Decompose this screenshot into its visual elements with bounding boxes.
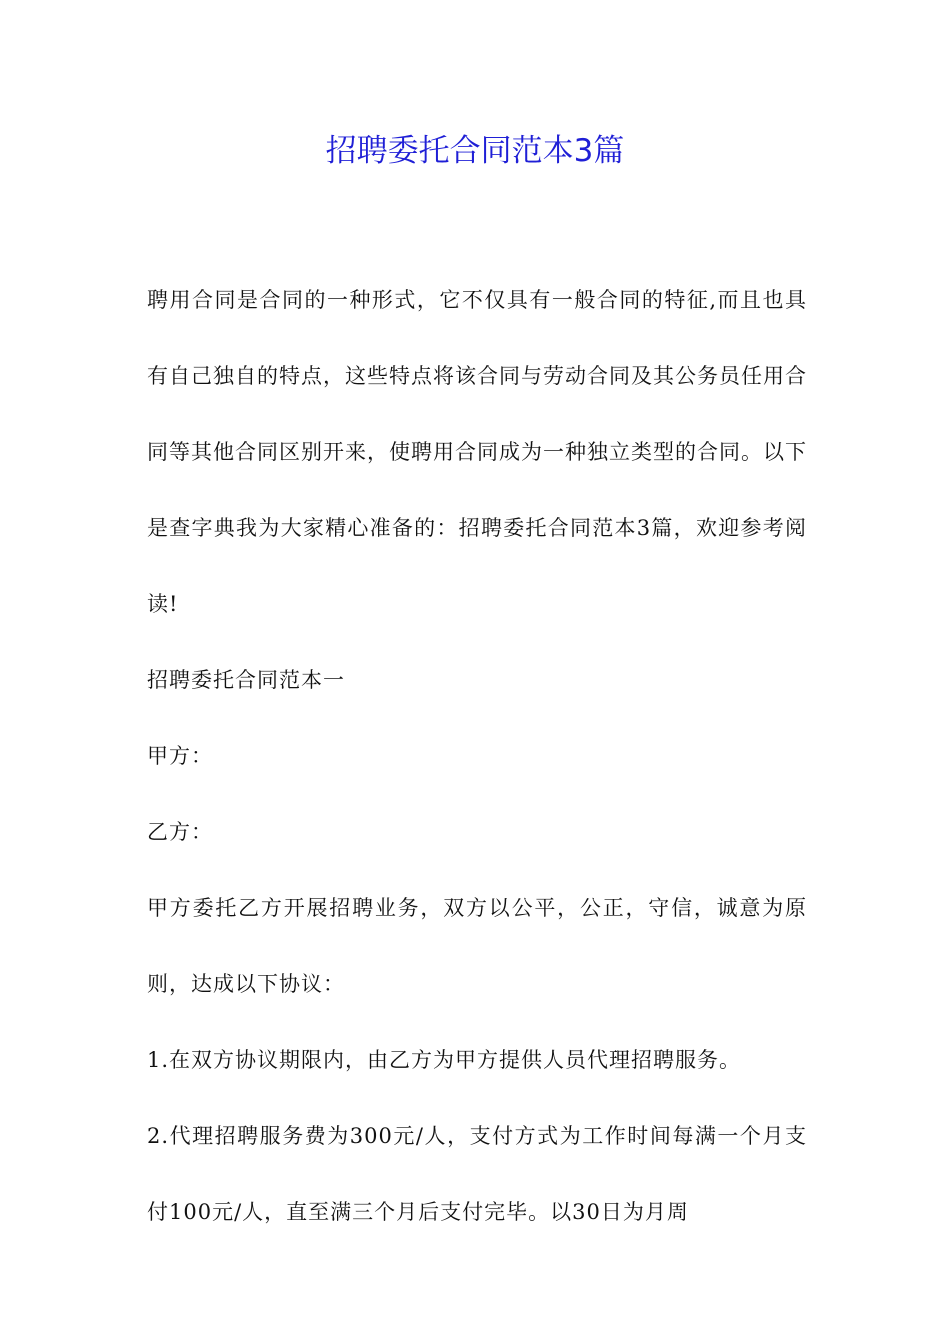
paragraph-intro: 聘用合同是合同的一种形式，它不仅具有一般合同的特征,而且也具有自己独自的特点，这些特点将该合同与劳动合同及其公务员任用合同等其他合同区别开来，使聘用合同成为一种独立类型的合同。以下是查字典我为大家精心准备的：招聘委托合同范本3篇，欢迎参考阅读! <box>147 288 807 616</box>
paragraph-agreement: 甲方委托乙方开展招聘业务，双方以公平，公正，守信，诚意为原则，达成以下协议： <box>147 896 807 996</box>
document-body <box>147 262 807 1250</box>
document-title: 招聘委托合同范本3篇 <box>325 133 625 169</box>
clause-2: 2.代理招聘服务费为300元/人，支付方式为工作时间每满一个月支付100元/人，直至满三个月后支付完毕。以30日为月周 <box>147 1124 807 1224</box>
clause-1: 1.在双方协议期限内，由乙方为甲方提供人员代理招聘服务。 <box>147 1048 742 1072</box>
party-a-label: 甲方： <box>147 744 213 768</box>
section-heading: 招聘委托合同范本一 <box>147 668 345 692</box>
party-b-label: 乙方： <box>147 820 213 844</box>
